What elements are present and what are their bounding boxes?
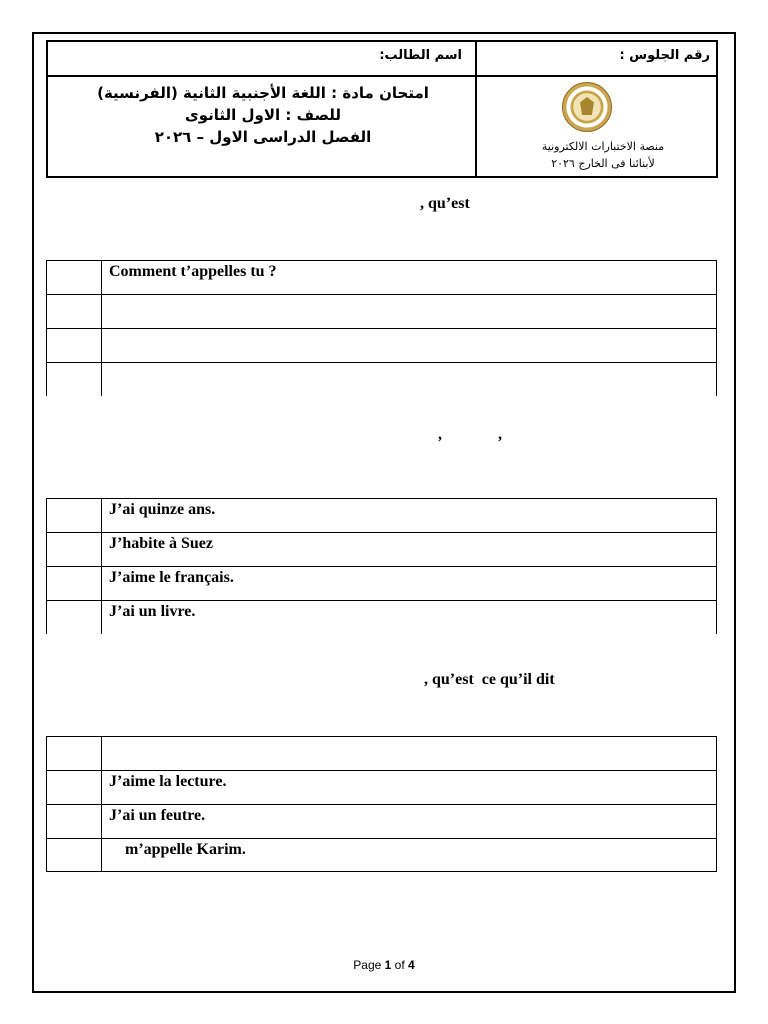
page-footer [0,958,768,972]
of-word: of [394,958,405,972]
exam-title [68,82,458,148]
number-cell [47,363,102,396]
table-row [46,260,717,294]
answer-text: J’aime la lecture. [109,773,227,790]
number-cell [47,499,102,532]
table-row [46,498,717,532]
table-row [46,736,717,770]
answer-text: m’appelle Karim. [109,841,246,858]
exam-term-line: الفصل الدراسى الاول – ٢٠٢٦ [154,128,372,146]
number-cell [47,533,102,566]
current-page-number: 1 [384,958,392,972]
table-row [46,532,717,566]
platform-name-line: منصة الاختبارات الالكترونية [541,140,665,153]
table-row [46,770,717,804]
number-cell [47,839,102,871]
total-pages-number: 4 [408,958,415,972]
answer-text: J’habite à Suez [109,535,213,552]
table-row [46,294,717,328]
answer-text: J’ai un livre. [109,603,196,620]
table-row [46,328,717,362]
answer-text: J’ai quinze ans. [109,501,216,518]
section-2-table [46,498,717,634]
exam-header [46,40,718,178]
number-cell [47,737,102,770]
answer-text: J’ai un feutre. [109,807,206,824]
number-cell [47,805,102,838]
exam-grade-line: للصف : الاول الثانوى [184,106,342,124]
section-3-heading: , qu’est ce qu’il dit [424,671,555,688]
number-cell [47,601,102,634]
exam-subject-line: امتحان مادة : اللغة الأجنبية الثانية (الفرنسية) [97,84,429,102]
section-1-table [46,260,717,396]
table-row [46,600,717,634]
platform-year-line: لأبنائنا فى الخارج ٢٠٢٦ [551,157,655,170]
section-3-table [46,736,717,872]
table-row [46,362,717,396]
number-cell [47,329,102,362]
page-word: Page [353,958,382,972]
answer-text: J’aime le français. [109,569,234,586]
platform-name [498,138,708,172]
egypt-ministry-seal-icon [562,82,612,132]
student-name-label: اسم الطالب: [379,48,462,63]
answer-text: Comment t’appelles tu ? [109,263,277,280]
number-cell [47,567,102,600]
seat-number-label: رقم الجلوس : [619,48,710,63]
number-cell [47,771,102,804]
header-divider-horizontal [48,75,716,77]
number-cell [47,295,102,328]
table-row [46,804,717,838]
table-row [46,566,717,600]
section-2-heading: , , [438,426,502,443]
header-divider-vertical [475,42,477,176]
number-cell [47,261,102,294]
table-row [46,838,717,872]
section-1-heading: , qu’est [420,195,470,212]
